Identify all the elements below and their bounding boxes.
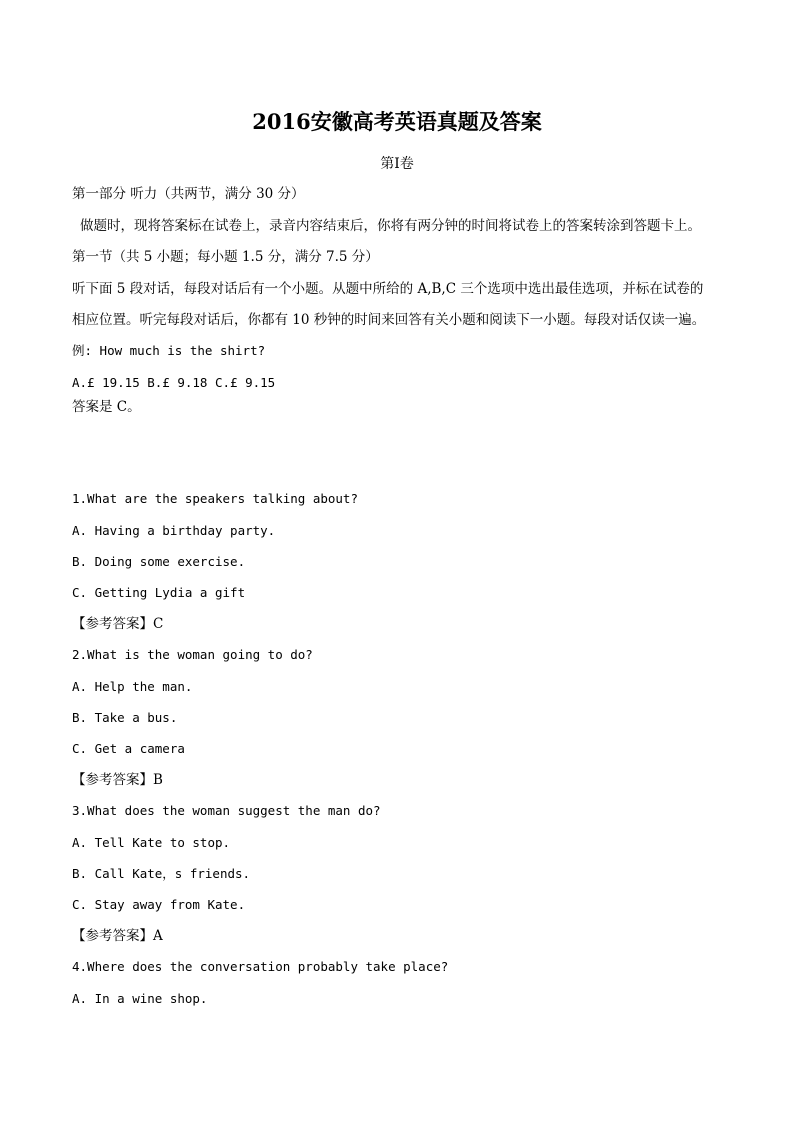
question-2-option-c: C. Get a camera bbox=[72, 741, 185, 756]
section-heading: 第一节（共 5 小题；每小题 1.5 分，满分 7.5 分） bbox=[72, 249, 379, 265]
question-3-option-c: C. Stay away from Kate. bbox=[72, 897, 246, 912]
question-2-answer: 【参考答案】B bbox=[72, 772, 163, 788]
question-2-option-b: B. Take a bus. bbox=[72, 710, 178, 725]
section-instructions-line-2: 相应位置。听完每段对话后，你都有 10 秒钟的时间来回答有关小题和阅读下一小题。每段对话仅读一遍。 bbox=[72, 312, 706, 328]
question-1-answer: 【参考答案】C bbox=[72, 616, 164, 632]
example-answer: 答案是 C。 bbox=[72, 399, 141, 415]
instructions: 做题时，现将答案标在试卷上，录音内容结束后，你将有两分钟的时间将试卷上的答案转涂到答题卡上。 bbox=[80, 218, 701, 234]
volume-label: 第Ⅰ卷 bbox=[380, 156, 414, 172]
question-1-option-b: B. Doing some exercise. bbox=[72, 554, 246, 569]
question-1-text: 1.What are the speakers talking about? bbox=[72, 491, 358, 506]
section-instructions-line-1: 听下面 5 段对话，每段对话后有一个小题。从题中所给的 A,B,C 三个选项中选出最佳选项，并标在试卷的 bbox=[72, 281, 704, 297]
example-question: 例: How much is the shirt? bbox=[72, 343, 266, 358]
example-options: A.£ 19.15 B.£ 9.18 C.£ 9.15 bbox=[72, 375, 276, 390]
question-3-answer: 【参考答案】A bbox=[72, 928, 163, 944]
question-4-option-a: A. In a wine shop. bbox=[72, 991, 208, 1006]
question-3-text: 3.What does the woman suggest the man do? bbox=[72, 803, 381, 818]
question-4-text: 4.Where does the conversation probably take place? bbox=[72, 959, 449, 974]
question-2-option-a: A. Help the man. bbox=[72, 679, 193, 694]
question-1-option-a: A. Having a birthday party. bbox=[72, 523, 276, 538]
question-3-option-a: A. Tell Kate to stop. bbox=[72, 835, 231, 850]
document-title: 2016安徽高考英语真题及答案 bbox=[252, 109, 542, 134]
question-1-option-c: C. Getting Lydia a gift bbox=[72, 585, 246, 600]
question-3-option-b: B. Call Kate，s friends. bbox=[72, 866, 251, 881]
question-2-text: 2.What is the woman going to do? bbox=[72, 647, 313, 662]
part-heading: 第一部分 听力（共两节，满分 30 分） bbox=[72, 186, 305, 202]
